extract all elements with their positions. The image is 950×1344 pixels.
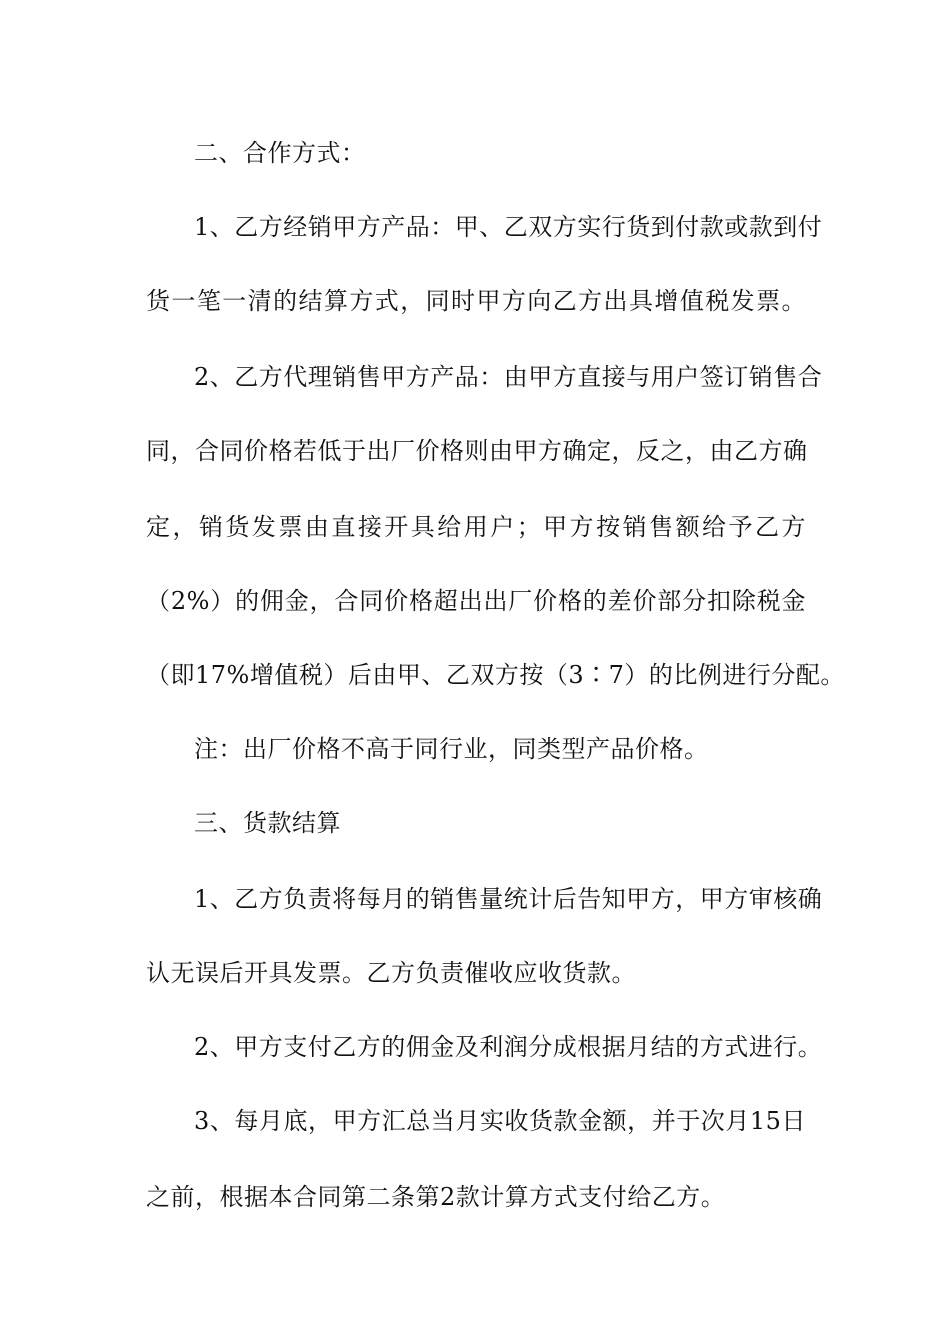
- paragraph-line: 3、每月底，甲方汇总当月实收货款金额，并于次月15日: [194, 1107, 806, 1135]
- paragraph-line: 定，销货发票由直接开具给用户；甲方按销售额给予乙方: [146, 513, 806, 541]
- note-line: 注：出厂价格不高于同行业，同类型产品价格。: [194, 735, 709, 763]
- paragraph-line: （2%）的佣金，合同价格超出出厂价格的差价部分扣除税金: [146, 587, 806, 615]
- paragraph-line: （即17%增值税）后由甲、乙双方按（3∶7）的比例进行分配。: [146, 661, 845, 689]
- paragraph-line: 2、甲方支付乙方的佣金及利润分成根据月结的方式进行。: [194, 1033, 823, 1061]
- paragraph-line: 之前，根据本合同第二条第2款计算方式支付给乙方。: [146, 1183, 726, 1211]
- section-heading-payment: 三、货款结算: [194, 809, 341, 837]
- paragraph-line: 1、乙方经销甲方产品：甲、乙双方实行货到付款或款到付: [194, 213, 823, 241]
- paragraph-line: 货一笔一清的结算方式，同时甲方向乙方出具增值税发票。: [146, 287, 806, 315]
- section-heading-cooperation: 二、合作方式：: [194, 139, 366, 167]
- paragraph-line: 认无误后开具发票。乙方负责催收应收货款。: [146, 959, 636, 987]
- paragraph-line: 1、乙方负责将每月的销售量统计后告知甲方，甲方审核确: [194, 885, 823, 913]
- paragraph-line: 2、乙方代理销售甲方产品：由甲方直接与用户签订销售合: [194, 363, 823, 391]
- paragraph-line: 同，合同价格若低于出厂价格则由甲方确定，反之，由乙方确: [146, 437, 808, 465]
